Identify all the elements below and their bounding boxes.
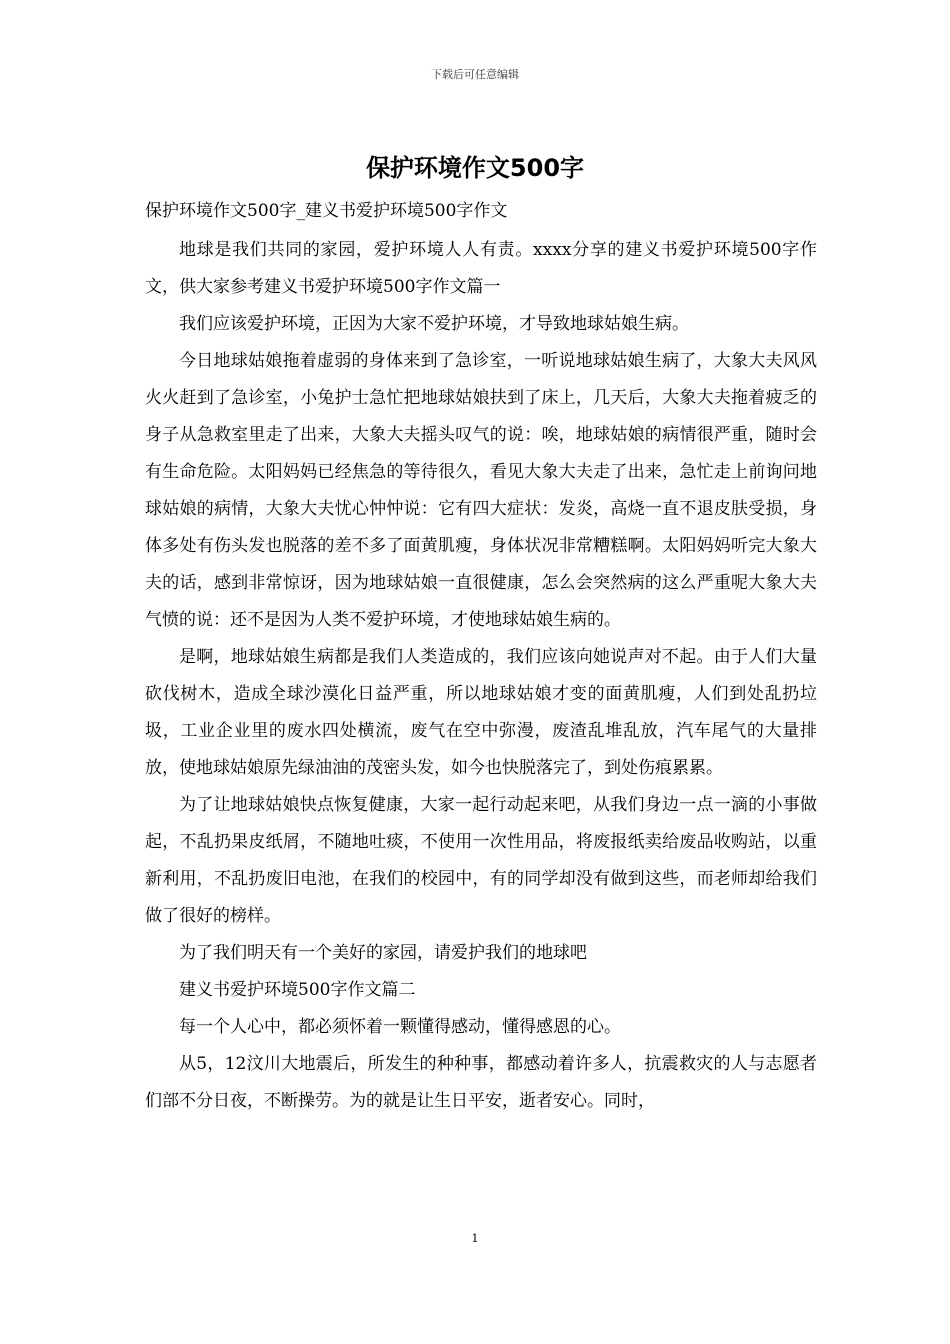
paragraph: 从5，12汶川大地震后，所发生的种种事，都感动着许多人，抗震救灾的人与志愿者们部不分日夜，不断操劳。为的就是让生日平安，逝者安心。同时， xyxy=(145,1054,817,1111)
document-body xyxy=(145,232,817,1120)
section-heading: 建义书爱护环境500字作文篇二 xyxy=(179,980,416,1000)
paragraph: 是啊，地球姑娘生病都是我们人类造成的，我们应该向她说声对不起。由于人们大量砍伐树木，造成全球沙漠化日益严重，所以地球姑娘才变的面黄肌瘦，人们到处乱扔垃圾，工业企业里的废水四处横流，废气在空中弥漫，废渣乱堆乱放，汽车尾气的大量排放，使地球姑娘原先绿油油的茂密头发，如今也快脱落完了，到处伤痕累累。 xyxy=(145,647,817,778)
header-note: 下载后可任意编辑 xyxy=(431,68,519,81)
document-title: 保护环境作文500字 xyxy=(365,154,585,182)
document-subtitle: 保护环境作文500字_建义书爱护环境500字作文 xyxy=(145,201,508,221)
page-number: 1 xyxy=(471,1232,479,1245)
paragraph: 为了让地球姑娘快点恢复健康，大家一起行动起来吧，从我们身边一点一滴的小事做起，不乱扔果皮纸屑，不随地吐痰，不使用一次性用品，将废报纸卖给废品收购站，以重新利用，不乱扔废旧电池，在我们的校园中，有的同学却没有做到这些，而老师却给我们做了很好的榜样。 xyxy=(145,795,817,926)
paragraph: 我们应该爱护环境，正因为大家不爱护环境，才导致地球姑娘生病。 xyxy=(179,314,689,334)
paragraph: 每一个人心中，都必须怀着一颗懂得感动，懂得感恩的心。 xyxy=(179,1017,621,1037)
paragraph: 为了我们明天有一个美好的家园，请爱护我们的地球吧 xyxy=(179,943,587,963)
paragraph: 地球是我们共同的家园，爱护环境人人有责。xxxx分享的建义书爱护环境500字作文，供大家参考建义书爱护环境500字作文篇一 xyxy=(145,240,817,297)
paragraph: 今日地球姑娘拖着虚弱的身体来到了急诊室，一听说地球姑娘生病了，大象大夫风风火火赶到了急诊室，小兔护士急忙把地球姑娘扶到了床上，几天后，大象大夫拖着疲乏的身子从急救室里走了出来，大象大夫摇头叹气的说：唉，地球姑娘的病情很严重，随时会有生命危险。太阳妈妈已经焦急的等待很久，看见大象大夫走了出来，急忙走上前询问地球姑娘的病情，大象大夫忧心忡忡说：它有四大症状：发炎，高烧一直不退皮肤受损，身体多处有伤头发也脱落的差不多了面黄肌瘦，身体状况非常糟糕啊。太阳妈妈听完大象大夫的话，感到非常惊讶，因为地球姑娘一直很健康，怎么会突然病的这么严重呢大象大夫气愤的说：还不是因为人类不爱护环境，才使地球姑娘生病的。 xyxy=(145,351,817,630)
